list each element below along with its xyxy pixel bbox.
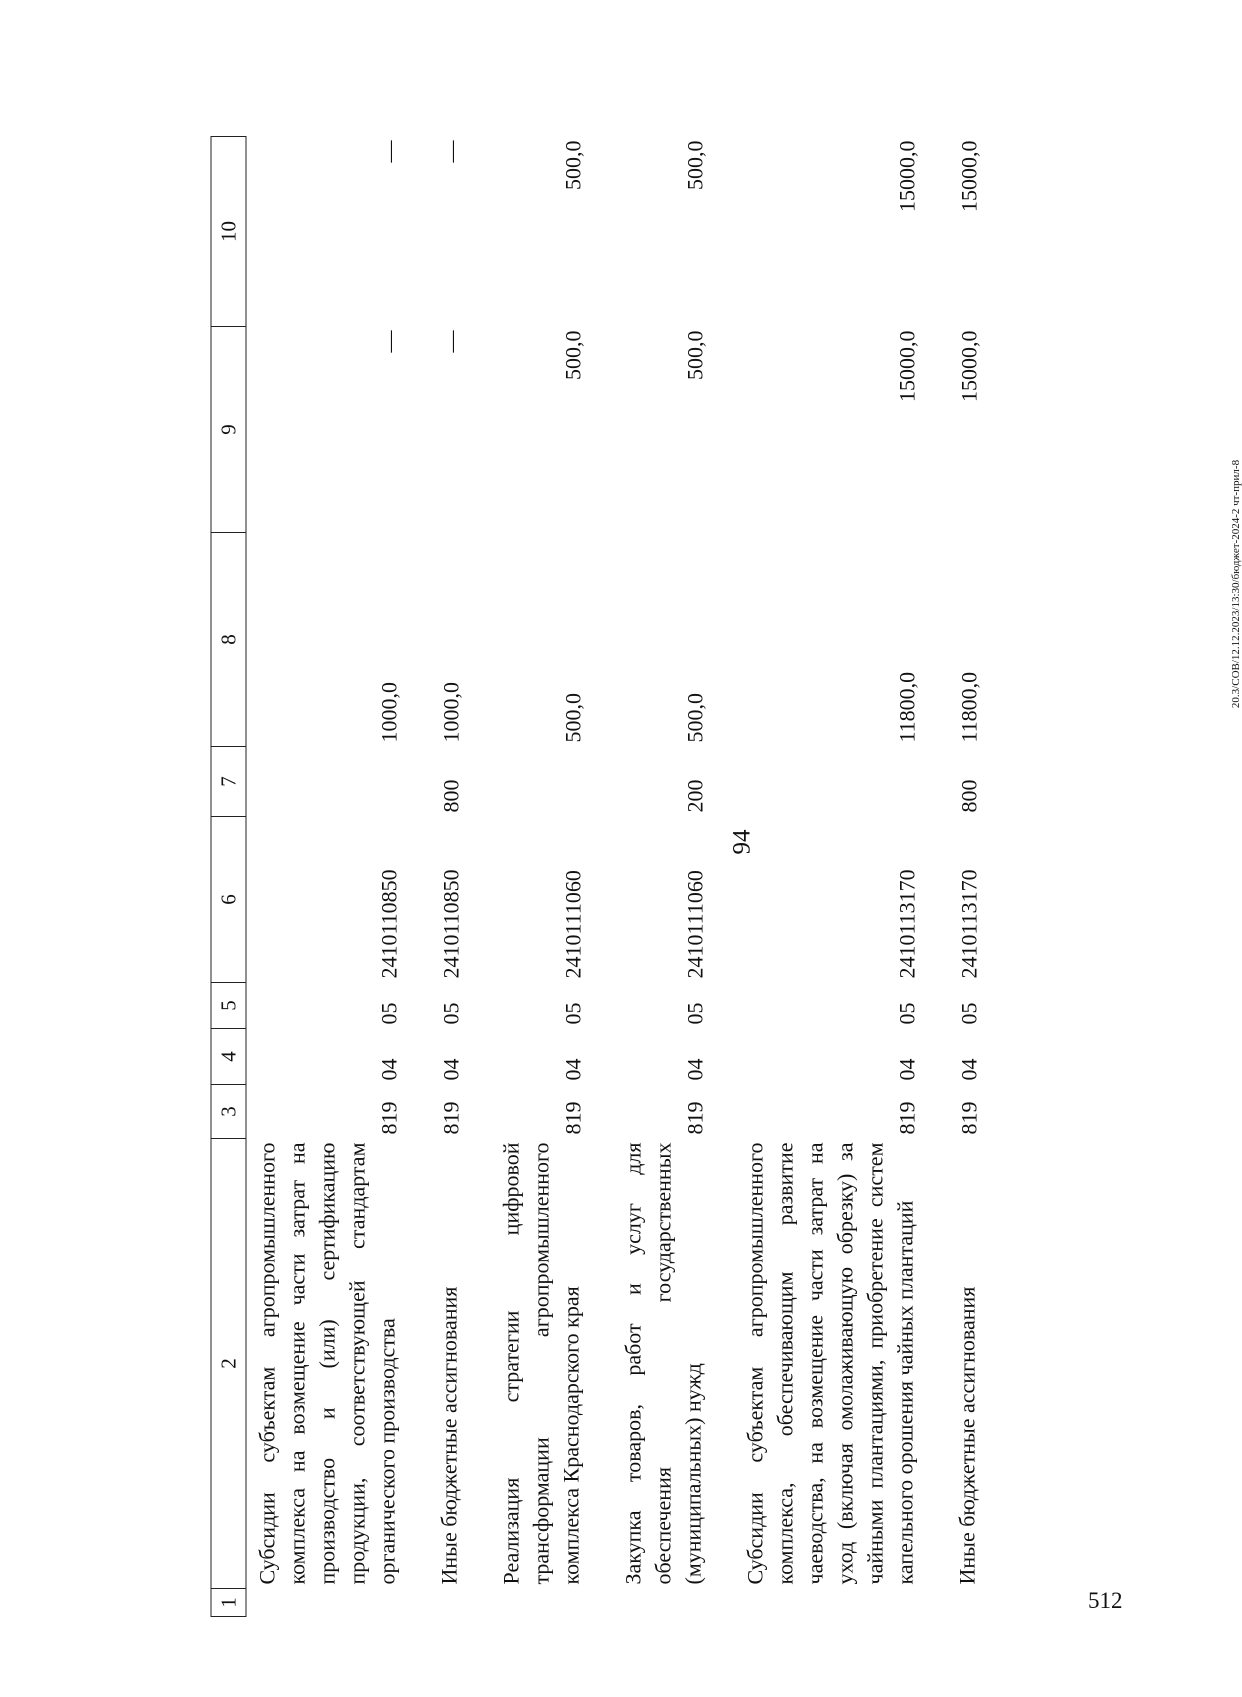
cell-c3: 819 bbox=[682, 1101, 708, 1135]
table-row bbox=[925, 137, 987, 1617]
cell-c9: 15000,0 bbox=[956, 330, 982, 402]
header-row bbox=[211, 137, 246, 1617]
cell-c4: 04 bbox=[438, 1058, 464, 1081]
cell-c8: 1000,0 bbox=[438, 682, 464, 743]
cell-c6: 2410111060 bbox=[560, 870, 586, 979]
cell-c5: 05 bbox=[682, 1002, 708, 1025]
cell-c10: 500,0 bbox=[682, 140, 708, 190]
cell-c4: 04 bbox=[894, 1058, 920, 1081]
sheet-stamp: 512 bbox=[1088, 1588, 1123, 1613]
cell-c4: 04 bbox=[682, 1058, 708, 1081]
budget-table bbox=[211, 136, 987, 1617]
row-description: Субсидии субъектам агропромышленного комплекса на возмещение части затрат на производство и (или) сертификацию продукции, соответствующей стандартам органического производства bbox=[254, 1142, 400, 1585]
table-row bbox=[407, 137, 469, 1617]
cell-c3: 819 bbox=[560, 1101, 586, 1135]
table-row bbox=[246, 137, 407, 1617]
cell-c9: — bbox=[438, 330, 464, 353]
header-cell: 10 bbox=[211, 137, 246, 327]
cell-c10: — bbox=[438, 140, 464, 163]
cell-c8: 500,0 bbox=[560, 693, 586, 743]
row-description: Закупка товаров, работ и услуг для обеспечения государственных (муниципальных) нужд bbox=[620, 1142, 706, 1585]
table-row bbox=[469, 137, 591, 1617]
cell-c7: 800 bbox=[438, 779, 464, 813]
cell-c8: 1000,0 bbox=[376, 682, 402, 743]
cell-c10: 15000,0 bbox=[956, 140, 982, 212]
cell-c7: 200 bbox=[682, 779, 708, 813]
header-cell: 1 bbox=[211, 1589, 246, 1617]
cell-c6: 2410113170 bbox=[956, 869, 982, 979]
row-description: Реализация стратегии цифровой трансформации агропромышленного комплекса Краснодарского края bbox=[498, 1142, 584, 1585]
cell-c6: 2410110850 bbox=[376, 869, 402, 979]
cell-c9: 500,0 bbox=[682, 330, 708, 380]
cell-c9: 500,0 bbox=[560, 330, 586, 380]
footer-code: 20.3/СОВ/12.12.2023/13:30/бюджет-2024-2 чт-прил-8 bbox=[1230, 459, 1242, 709]
row-description: Субсидии субъектам агропромышленного комплекса, обеспечивающим развитие чаеводства, на возмещение части затрат на уход (включая омолаживающую обрезку) за чайными плантациями, приобретение систем капельного орошения чайных плантаций bbox=[742, 1142, 918, 1585]
header-cell: 9 bbox=[211, 327, 246, 533]
cell-c6: 2410113170 bbox=[894, 869, 920, 979]
cell-c5: 05 bbox=[438, 1002, 464, 1025]
header-cell: 8 bbox=[211, 533, 246, 747]
cell-c3: 819 bbox=[956, 1101, 982, 1135]
cell-c6: 2410111060 bbox=[682, 870, 708, 979]
cell-c6: 2410110850 bbox=[438, 869, 464, 979]
page-number: 94 bbox=[728, 829, 756, 855]
cell-c8: 11800,0 bbox=[894, 671, 920, 743]
row-description: Иные бюджетные ассигнования bbox=[436, 1286, 462, 1585]
header-cell: 7 bbox=[211, 747, 246, 817]
cell-c8: 500,0 bbox=[682, 693, 708, 743]
cell-c3: 819 bbox=[376, 1101, 402, 1135]
cell-c4: 04 bbox=[956, 1058, 982, 1081]
header-cell: 2 bbox=[211, 1139, 246, 1589]
cell-c3: 819 bbox=[438, 1101, 464, 1135]
cell-c10: 15000,0 bbox=[894, 140, 920, 212]
cell-c10: — bbox=[376, 140, 402, 163]
header-cell: 6 bbox=[211, 817, 246, 983]
cell-c5: 05 bbox=[376, 1002, 402, 1025]
cell-c3: 819 bbox=[894, 1101, 920, 1135]
cell-c7 bbox=[469, 747, 591, 817]
cell-c7: 800 bbox=[956, 779, 982, 813]
header-cell: 5 bbox=[211, 983, 246, 1029]
cell-c7 bbox=[713, 747, 925, 817]
header-cell: 4 bbox=[211, 1029, 246, 1085]
table-row bbox=[713, 137, 925, 1617]
table-row bbox=[591, 137, 713, 1617]
cell-c5: 05 bbox=[560, 1002, 586, 1025]
cell-c4: 04 bbox=[376, 1058, 402, 1081]
cell-c4: 04 bbox=[560, 1058, 586, 1081]
cell-c5: 05 bbox=[894, 1002, 920, 1025]
cell-c9: — bbox=[376, 330, 402, 353]
cell-c10: 500,0 bbox=[560, 140, 586, 190]
row-description: Иные бюджетные ассигнования bbox=[954, 1286, 980, 1585]
document-sheet bbox=[211, 137, 1186, 1617]
cell-c9: 15000,0 bbox=[894, 330, 920, 402]
header-cell: 3 bbox=[211, 1085, 246, 1139]
cell-c5: 05 bbox=[956, 1002, 982, 1025]
cell-c7 bbox=[246, 747, 407, 817]
cell-c8: 11800,0 bbox=[956, 671, 982, 743]
